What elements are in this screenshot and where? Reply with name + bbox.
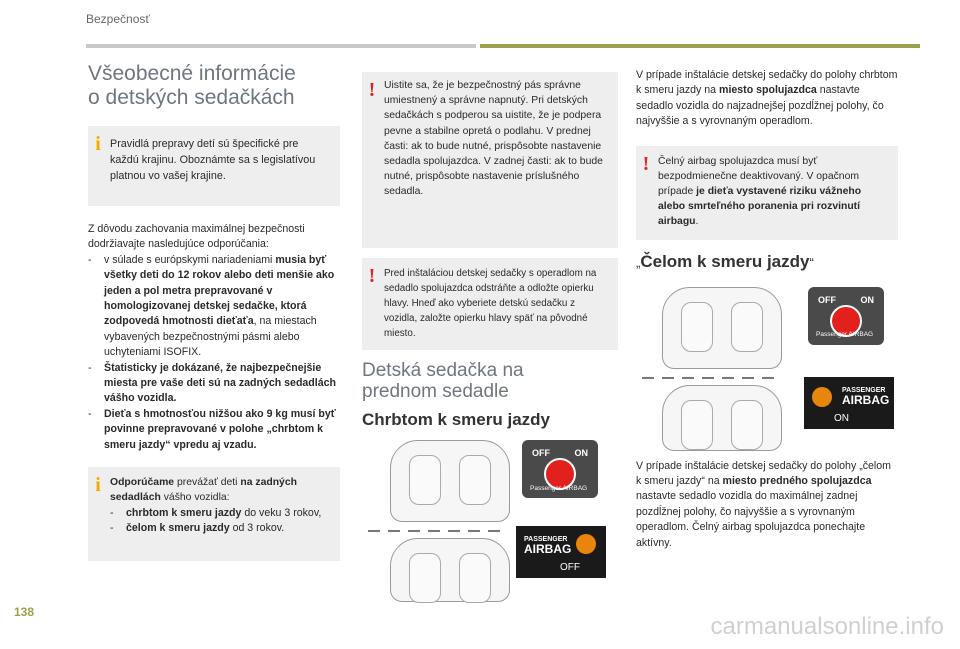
page-number: 138 (14, 605, 35, 619)
list-item: - v súlade s európskymi nariadeniami musia byť všetky deti do 12 rokov alebo deti menšie ako jeden a pol metra prepravované v homologizovanej detskej sedačke, ktorá zodpovedá hmotnosti dieťaťa, na miestach vybavených bezpečnostnými pásmi alebo uchyteniami ISOFIX. (88, 253, 335, 359)
warning-icon: ! (368, 265, 376, 287)
warning-box-headrest: ! Pred inštaláciou detskej sedačky s operadlom na sedadlo spolujazdca odstráňte a odložte opierku hlavy. Hneď ako vyberiete detskú sedačku z vozidla, založte opierku hlavy späť na pôvodné miesto. (362, 258, 618, 350)
warning-icon: ! (368, 79, 376, 101)
warning-box-seatbelt: ! Uistite sa, že je bezpečnostný pás správne umiestnený a správne napnutý. Pri detských sedačkách s podperou sa uistite, že je podpera pevne a stabilne opretá o podlahu. V prednej časti: ak to bude nutné, prispôsobte nastavenie sedadla spolujazdca. V zadnej časti: ak to bude nutné, prispôsobte nastavenie príslušného sedadla. (362, 72, 618, 248)
info-box-recommendation: i Odporúčame prevážať deti na zadných sedadlách vášho vozidla: - chrbtom k smeru jazdy do veku 3 rokov, - čelom k smeru jazdy od 3 rokov. (88, 467, 340, 561)
divider-dashed (368, 530, 508, 532)
column-right (636, 68, 898, 551)
heading-rear-facing: Chrbtom k smeru jazdy (362, 410, 550, 429)
airbag-switch-on: OFF ON Passenger AIRBAG (808, 287, 884, 345)
warning-icon: ! (642, 152, 650, 175)
car-rear-view (662, 385, 782, 451)
intro-text: Z dôvodu zachovania maximálnej bezpečnosti dodržiavajte nasledujúce odporúčania: (88, 223, 305, 251)
header-rule-gray (86, 44, 476, 48)
airbag-panel-off: PASSENGER AIRBAG OFF (516, 526, 606, 578)
figure-rear-facing (362, 436, 618, 606)
paragraph-rear-facing: V prípade inštalácie detskej sedačky do polohy chrbtom k smeru jazdy na miesto spolujazdca nastavte sedadlo vozidla do najzadnejšej pozdĺžnej polohy, čo najvyššie a s vyrovnaným operadlom. (636, 69, 898, 128)
list-item: - čelom k smeru jazdy od 3 rokov. (110, 521, 285, 534)
header-rule-green (480, 44, 920, 48)
airbag-switch-off: OFF ON Passenger AIRBAG (522, 440, 598, 498)
warning-box-airbag: ! Čelný airbag spolujazdca musí byť bezpodmienečne deaktivovaný. V opačnom prípade je dieťa vystavené riziku vážneho alebo smrteľného poranenia pri rozvinutí airbagu. (636, 146, 898, 240)
list-item: - Dieťa s hmotnosťou nižšou ako 9 kg musí byť povinne prepravované v polohe „chrbtom k smeru jazdy“ vpredu aj vzadu. (88, 407, 336, 451)
column-middle (362, 72, 618, 606)
section-label: Bezpečnosť (86, 12, 150, 26)
airbag-active-icon (812, 387, 832, 407)
subsection-title: Detská sedačka na prednom sedadle (362, 360, 524, 402)
column-left (88, 62, 340, 561)
list-item: - Štatisticky je dokázané, že najbezpečnejšie miesta pre vaše deti sú na zadných sedadlách vášho vozidla. (88, 361, 336, 405)
info-box-legislation: i Pravidlá prepravy detí sú špecifické pre každú krajinu. Oboznámte sa s legislatívou platnou vo vašej krajine. (88, 126, 340, 206)
car-front-view (390, 440, 510, 522)
figure-forward-facing (636, 279, 898, 455)
car-rear-view (390, 538, 510, 602)
divider-dashed (642, 377, 782, 379)
paragraph-forward-facing: V prípade inštalácie detskej sedačky do polohy „čelom k smeru jazdy“ na miesto predného spolujazdca nastavte sedadlo vozidla do maximálnej zadnej pozdĺžnej polohy, čo najvyššie a s vyrovnaným operadlom. Čelný airbag spolujazdca ponechajte aktívny. (636, 459, 891, 549)
info-icon: i (95, 474, 101, 497)
airbag-disabled-icon (576, 534, 596, 554)
list-item: - chrbtom k smeru jazdy do veku 3 rokov, (110, 506, 322, 519)
info-icon: i (95, 133, 101, 155)
heading-forward-facing: „Čelom k smeru jazdy“ (636, 251, 814, 271)
page-title: Všeobecné informácie o detských sedačkách (88, 62, 296, 109)
watermark: carmanualsonline.info (710, 613, 944, 640)
airbag-panel-on: PASSENGER AIRBAG ON (804, 377, 894, 429)
car-front-view (662, 287, 782, 369)
